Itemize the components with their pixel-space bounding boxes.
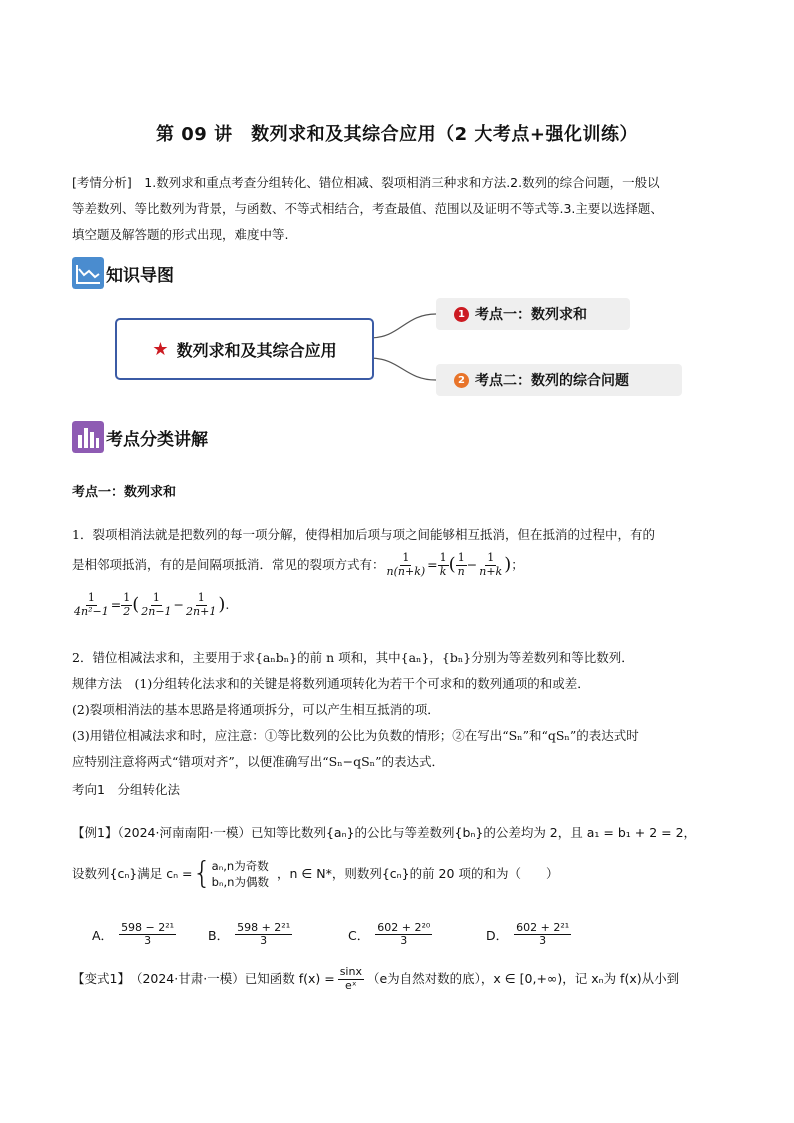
rules-paragraph: 规律方法 (1)分组转化法求和的关键是将数列通项转化为若干个可求和的数列通项的和或差． (2)裂项相消法的基本思路是将通项拆分，可以产生相互抵消的项． (3)用错位相减法求和时，应注意：①等比数列的公比为负数的情形；②在写出“Sₙ”和“qSₙ”的表达式时 应特别注意将两式“错项对齐”，以便准确写出“Sₙ−qSₙ”的表达式． <box>72 676 639 769</box>
fraction: $\frac{\sin x}{\text{eˣ}}$ <box>339 965 362 992</box>
example-1: 【例1】（2024·河南南阳·一模）已知等比数列{aₙ}的公比与等差数列{bₙ}的公差均为 2，且 a₁ = b₁ + 2 = 2， 设数列{cₙ}满足 cₙ = { aₙ,n为奇数 bₙ,n为偶数 ，n ∈ N*，则数列{cₙ}的前 20 项的和为（ ） <box>72 825 697 891</box>
section-mindmap-heading: 知识导图 <box>72 256 174 290</box>
number-badge-2: 2 <box>454 373 469 388</box>
paragraph-telescoping: 1．裂项相消法就是把数列的每一项分解，使得相加后项与项之间能够相互抵消，但在抵消的过程中，有的 是相邻项抵消，有的是间隔项抵消．常见的裂项方式有： $\frac{1}{n(n+k)}$ = $\frac{1}{k}$ ( $\frac{1}{n}$ − $\frac{1}{n+k}$ ) ； $\frac{1}{\text{4n²−1}}$ = $\frac{1}{2}$ ( $\frac{1}{2n-1}$ − $\frac{1}{2n+1}$ ) . <box>72 527 655 618</box>
fraction: $\frac{1}{2n-1}$ <box>141 591 172 618</box>
star-icon: ★ <box>152 338 169 360</box>
number-badge-1: 1 <box>454 307 469 322</box>
variant-1: 【变式1】 （2024·甘肃·一模） 已知函数 f(x) = $\frac{\sin x}{\text{eˣ}}$ （e为自然对数的底），x ∈ [0,+∞)，记 xₙ为 f(x)从小到 <box>72 965 680 992</box>
mindmap-branch-2: 2 考点二：数列的综合问题 <box>436 364 682 396</box>
example-source: （2024·河南南阳·一模） <box>117 825 251 840</box>
option-a[interactable]: A． $\frac{\text{598 − 2²¹}}{3}$ <box>92 921 175 948</box>
piecewise-cases: aₙ,n为奇数 bₙ,n为偶数 <box>211 859 269 889</box>
fraction: $\frac{1}{n}$ <box>457 551 465 578</box>
option-d[interactable]: D． $\frac{\text{602 + 2²¹}}{3}$ <box>486 921 570 948</box>
fraction: $\frac{1}{\text{4n²−1}}$ <box>74 591 109 618</box>
mindmap-center-node: ★ 数列求和及其综合应用 <box>115 318 374 380</box>
variant-tag: 【变式1】 <box>72 971 130 986</box>
fraction: $\frac{1}{2n+1}$ <box>186 591 217 618</box>
analysis-label: [考情分析] <box>72 175 132 190</box>
topic-1-heading: 考点一：数列求和 <box>72 485 177 500</box>
option-c[interactable]: C． $\frac{\text{602 + 2²⁰}}{3}$ <box>348 921 431 948</box>
section-topics-heading: 考点分类讲解 <box>72 420 208 454</box>
fraction: $\frac{1}{n+k}$ <box>479 551 503 578</box>
fraction: $\frac{1}{n(n+k)}$ <box>386 551 426 578</box>
kaoxiang-heading: 考向1 分组转化法 <box>72 782 180 797</box>
example-tag: 【例1】 <box>72 825 118 840</box>
analysis-paragraph: [考情分析] 1.数列求和重点考查分组转化、错位相减、裂项相消三种求和方法.2.数列的综合问题，一般以 等差数列、等比数列为背景，与函数、不等式相结合，考查最值、范围以及证明不等式等.3.主要以选择题、 填空题及解答题的形式出现，难度中等. <box>72 175 663 242</box>
paragraph-offset-subtraction: 2．错位相减法求和，主要用于求{aₙbₙ}的前 n 项和，其中{aₙ}，{bₙ}分别为等差数列和等比数列． <box>72 650 634 665</box>
variant-source: （2024·甘肃·一模） <box>129 971 245 986</box>
bar-chart-icon <box>72 421 104 453</box>
option-b[interactable]: B． $\frac{\text{598 + 2²¹}}{3}$ <box>208 921 291 948</box>
page-title: 第 09 讲 数列求和及其综合应用（2 大考点+强化训练） <box>156 124 638 145</box>
fraction: $\frac{1}{k}$ <box>439 551 447 578</box>
fraction: $\frac{1}{2}$ <box>123 591 131 618</box>
mindmap-branch-1: 1 考点一：数列求和 <box>436 298 630 330</box>
